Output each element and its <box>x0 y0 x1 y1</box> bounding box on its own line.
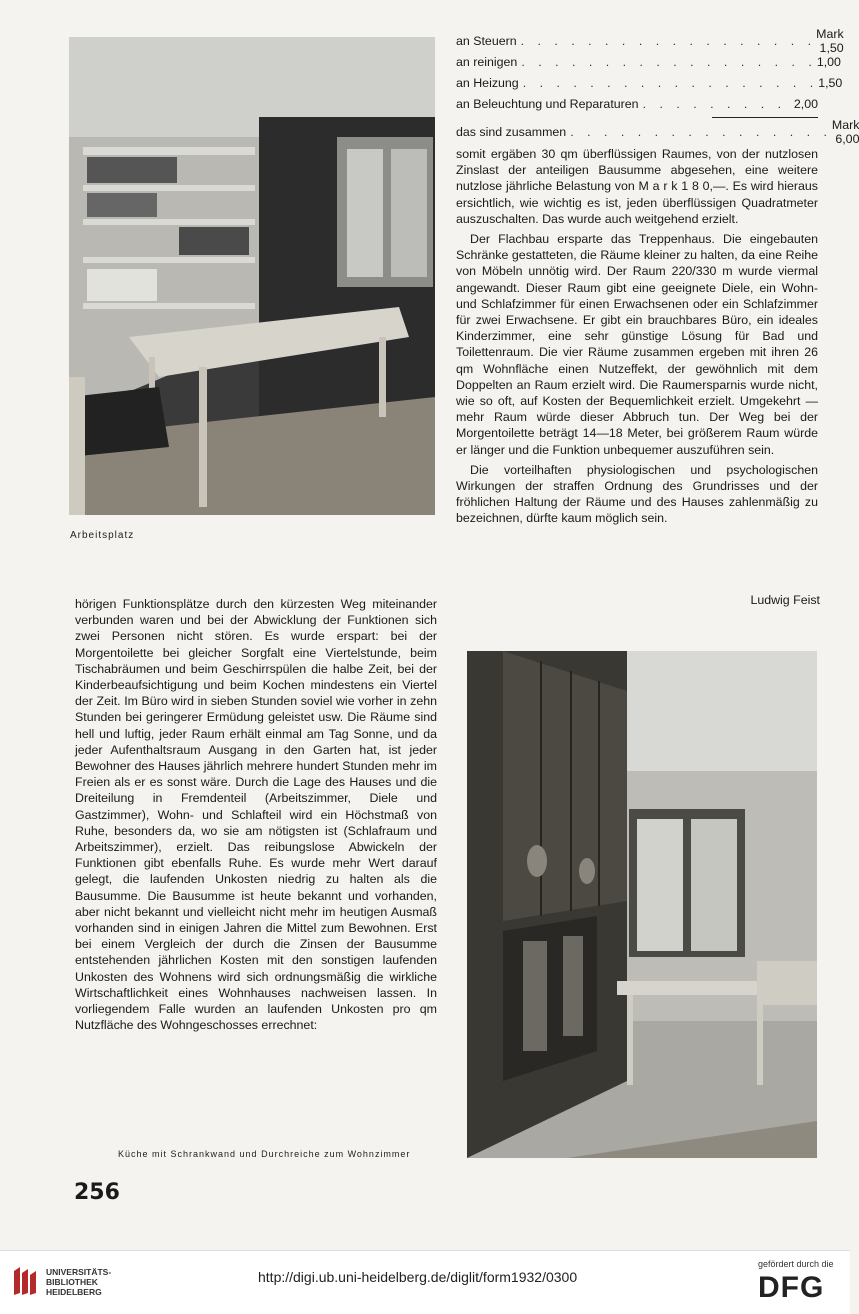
cost-label: an Heizung <box>456 75 519 90</box>
cost-label: an reinigen <box>456 54 518 69</box>
photo-arbeitsplatz <box>69 37 435 515</box>
photo-kueche <box>467 651 817 1158</box>
cost-row <box>456 93 818 114</box>
ub-logo-icon <box>10 1265 40 1299</box>
dot-leader: . . . . . . . . . . . . . . . . <box>570 124 832 139</box>
dot-leader: . . . . . . . . . . . . . . . . . . <box>520 33 817 48</box>
cost-label: an Beleuchtung und Reparaturen <box>456 96 639 111</box>
permalink-url[interactable]: http://digi.ub.uni-heidelberg.de/diglit/form1932/0300 <box>258 1269 578 1285</box>
paragraph: Der Flachbau ersparte das Treppenhaus. Die eingebauten Schränke gestatteten, die Räume kleiner zu halten, da eine Reihe von Möbeln unnötig wird. Der Raum 220/330 m wurde viermal angewandt. Dieser Raum gibt eine geeignete Diele, ein Wohn- und Schlafzimmer für einen Erwachsenen oder ein Schlafzimmer für zwei Erwachsene. Er gibt ein brauchbares Büro, ein ideales Kinderzimmer, eine sehr günstige Lösung für Bad und Toilettenraum. Die vier Räume zusammen ergeben mit ihren 26 qm Wohnfläche einen Nutzeffekt, der gewöhnlich mit dem Doppelten an Raum erzielt wird. Die Raumersparnis wurde nicht, wie so oft, auf Kosten der Bequemlichkeit erzielt. Umgekehrt — mehr Raum würde dieser Abbruch tun. Der Weg bei der Morgentoilette beträgt 14—18 Meter, bei größerem Raum würde er länger und die Funktion unbequemer auszuführen sein. <box>456 232 818 457</box>
sum-rule <box>712 117 818 118</box>
cost-total-row <box>456 117 859 146</box>
caption-kueche: Küche mit Schrankwand und Durchreiche zum Wohnzimmer <box>118 1149 411 1159</box>
cost-amount: Mark 1,50 <box>816 26 844 55</box>
cost-table <box>456 26 859 146</box>
paragraph: somit ergäben 30 qm überflüssigen Raumes, von der nutzlosen Zinslast der anteiligen Bausumme abgesehen, eine weitere nutzlose jährliche Belastung von M a r k 1 8 0,—. Es wird hieraus ersichtlich, wie wichtig es ist, jeden überflüssigen Quadratmeter auszuschalten. Das wurde auch weitgehend erzielt. <box>456 147 818 226</box>
author-signature: Ludwig Feist <box>750 593 820 607</box>
library-line: HEIDELBERG <box>46 1287 102 1297</box>
cost-row <box>456 72 843 93</box>
cost-amount: 1,00 <box>816 54 841 69</box>
cost-amount: 1,50 <box>818 75 843 90</box>
cost-total-amount: Mark 6,00 <box>831 117 859 146</box>
left-column-text <box>75 596 437 1037</box>
paragraph: hörigen Funktionsplätze durch den kürzesten Weg miteinander verbunden waren und bei der Abwicklung der Funktionen sich zwei Personen nicht stören. Es wurde erspart: bei der Morgentoilette bei gleicher Sorgfalt eine Viertelstunde, beim Tischabräumen und beim Geschirrspülen die halbe Zeit, bei der Kinderbeaufsichtigung und beim Kochen mindestens ein Viertel der Zeit. Im Büro wird in sieben Stunden soviel wie vorher in zehn Stunden bei geringerer Ermüdung geleistet usw. Die Räume sind hell und luftig, jeder Raum erhält einmal am Tag Sonne, und da jeder Aufenthaltsraum Ausgang in den Garten hat, ist jeder Bewohner des Hauses jährlich mehrere hundert Stunden mehr im Freien als er es sonst wäre. Durch die Lage des Hauses und die Dreiteilung in Fremdenteil (Arbeitszimmer, Diele und Gastzimmer), Wohn- und Schlafteil wird ein Höchstmaß von Ruhe, besonders da, wo sie am nötigsten ist (Schlafraum und Arbeitszimmer), erzielt. Das reibungslose Abwickeln der Funktionen gibt ebenfalls Ruhe. Es wurde mehr Wert darauf gelegt, die laufenden Unkosten niedrig zu halten als die Bausumme. Die Bausumme ist heute bekannt und vorhanden, aber nicht bekannt und vielleicht nicht mehr im heutigen Ausmaß vorhanden sind in einigen Jahren die Mittel zum Bewohnen. Erst bei einem Vergleich der durch die Zinsen der Bausumme entstehenden jährlichen Kosten mit den sonstigen laufenden Unkosten des Wohnens wird sich ordnungsmäßig die wirkliche Wirtschaftlichkeit eines Wohnhauses nachweisen lassen. In vorliegendem Falle wurden an laufenden Unkosten pro qm Nutzfläche des Wohngeschosses errechnet: <box>75 597 437 1033</box>
dot-leader: . . . . . . . . . . . . . . . . . . <box>521 54 817 69</box>
footer-bar <box>0 1250 850 1314</box>
caption-arbeitsplatz: Arbeitsplatz <box>70 530 135 541</box>
library-line: UNIVERSITÄTS- <box>46 1267 112 1277</box>
cost-amount: 2,00 <box>793 96 818 111</box>
cost-label: an Steuern <box>456 33 517 48</box>
page-number: 256 <box>74 1180 120 1205</box>
cost-total-label: das sind zusammen <box>456 124 567 139</box>
library-line: BIBLIOTHEK <box>46 1277 98 1287</box>
dot-leader: . . . . . . . . . . . . . . . . . . <box>522 75 819 90</box>
cost-row <box>456 51 841 72</box>
funding-note: gefördert durch die <box>758 1259 834 1269</box>
dot-leader: . . . . . . . . . <box>642 96 787 111</box>
library-name <box>46 1267 111 1297</box>
paragraph: Die vorteilhaften physiologischen und psychologischen Wirkungen der straffen Ordnung des Grundrisses und der fröhlichen Haltung der Räume und des Hauses zahlenmäßig zu bezeichnen, dürfte kaum möglich sein. <box>456 462 818 526</box>
right-column-text <box>456 146 818 531</box>
dfg-logo: DFG <box>758 1271 825 1304</box>
cost-row <box>456 26 844 55</box>
